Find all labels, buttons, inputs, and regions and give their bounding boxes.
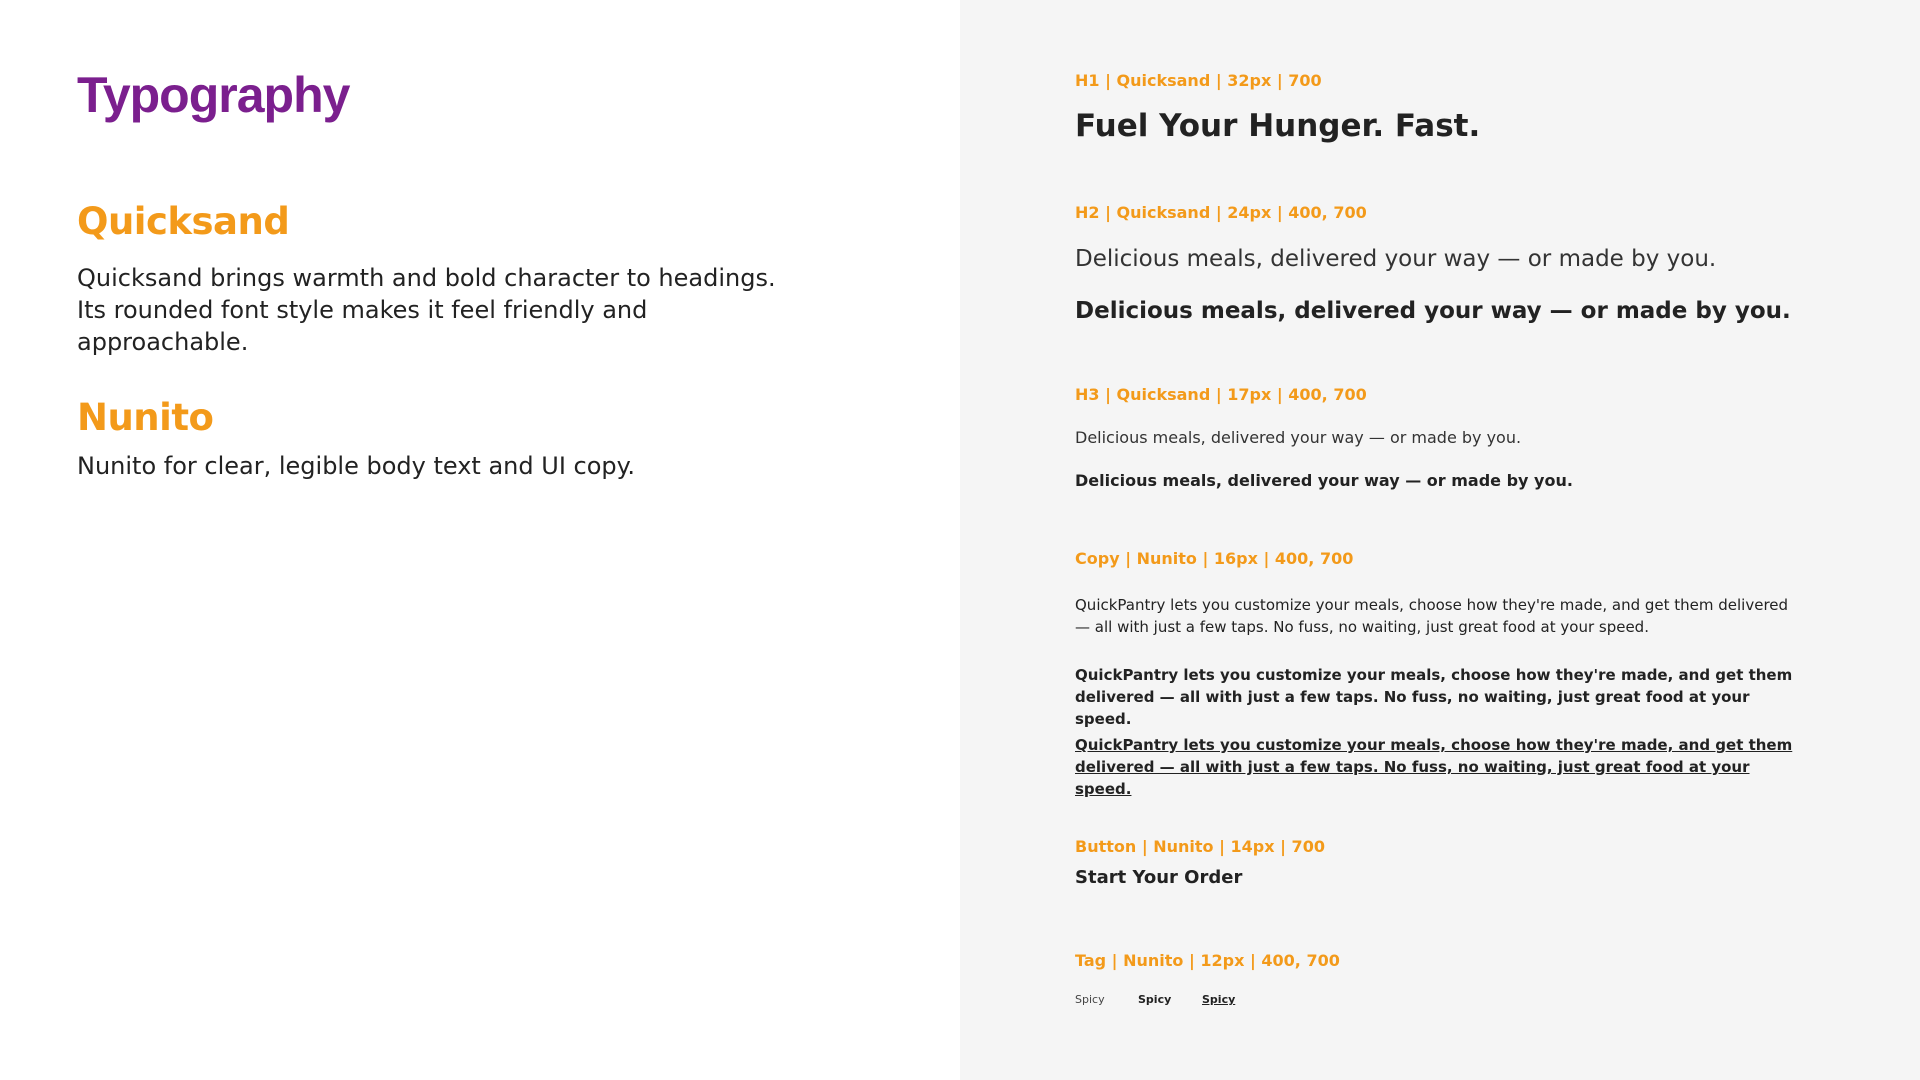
font-description-nunito: Nunito for clear, legible body text and UI copy. <box>77 452 636 480</box>
tag-spec-label: Tag | Nunito | 12px | 400, 700 <box>1075 951 1340 970</box>
page-title: Typography <box>77 67 350 123</box>
font-description-quicksand: Quicksand brings warmth and bold character to headings. Its rounded font style makes it feel friendly and approachable. <box>77 264 776 356</box>
button-spec-label: Button | Nunito | 14px | 700 <box>1075 837 1325 856</box>
h3-sample-bold: Delicious meals, delivered your way — or made by you. <box>1075 471 1573 490</box>
h1-spec-label: H1 | Quicksand | 32px | 700 <box>1075 71 1322 90</box>
right-panel <box>960 0 1920 1080</box>
h2-sample-regular: Delicious meals, delivered your way — or made by you. <box>1075 246 1717 272</box>
font-name-quicksand: Quicksand <box>77 200 290 243</box>
tag-sample-bold: Spicy <box>1138 993 1172 1006</box>
copy-sample-regular: QuickPantry lets you customize your meals, choose how they're made, and get them delivered — all with just a few taps. No fuss, no waiting, just great food at your speed. <box>1075 596 1789 636</box>
font-name-nunito: Nunito <box>77 396 214 439</box>
copy-spec-label: Copy | Nunito | 16px | 400, 700 <box>1075 549 1354 568</box>
copy-sample-bold: QuickPantry lets you customize your meals, choose how they're made, and get them delivered — all with just a few taps. No fuss, no waiting, just great food at your speed. <box>1075 666 1793 728</box>
h3-spec-label: H3 | Quicksand | 17px | 400, 700 <box>1075 385 1367 404</box>
tag-sample-regular: Spicy <box>1075 993 1105 1006</box>
h3-sample-regular: Delicious meals, delivered your way — or made by you. <box>1075 428 1522 447</box>
copy-sample-underline-link[interactable]: QuickPantry lets you customize your meals, choose how they're made, and get them delivered — all with just a few taps. No fuss, no waiting, just great food at your speed. <box>1075 736 1793 798</box>
h2-sample-bold: Delicious meals, delivered your way — or made by you. <box>1075 298 1791 324</box>
h2-spec-label: H2 | Quicksand | 24px | 400, 700 <box>1075 203 1367 222</box>
h1-sample: Fuel Your Hunger. Fast. <box>1075 108 1481 144</box>
tag-sample-underline[interactable]: Spicy <box>1202 993 1236 1006</box>
start-order-button-sample[interactable]: Start Your Order <box>1075 867 1243 888</box>
